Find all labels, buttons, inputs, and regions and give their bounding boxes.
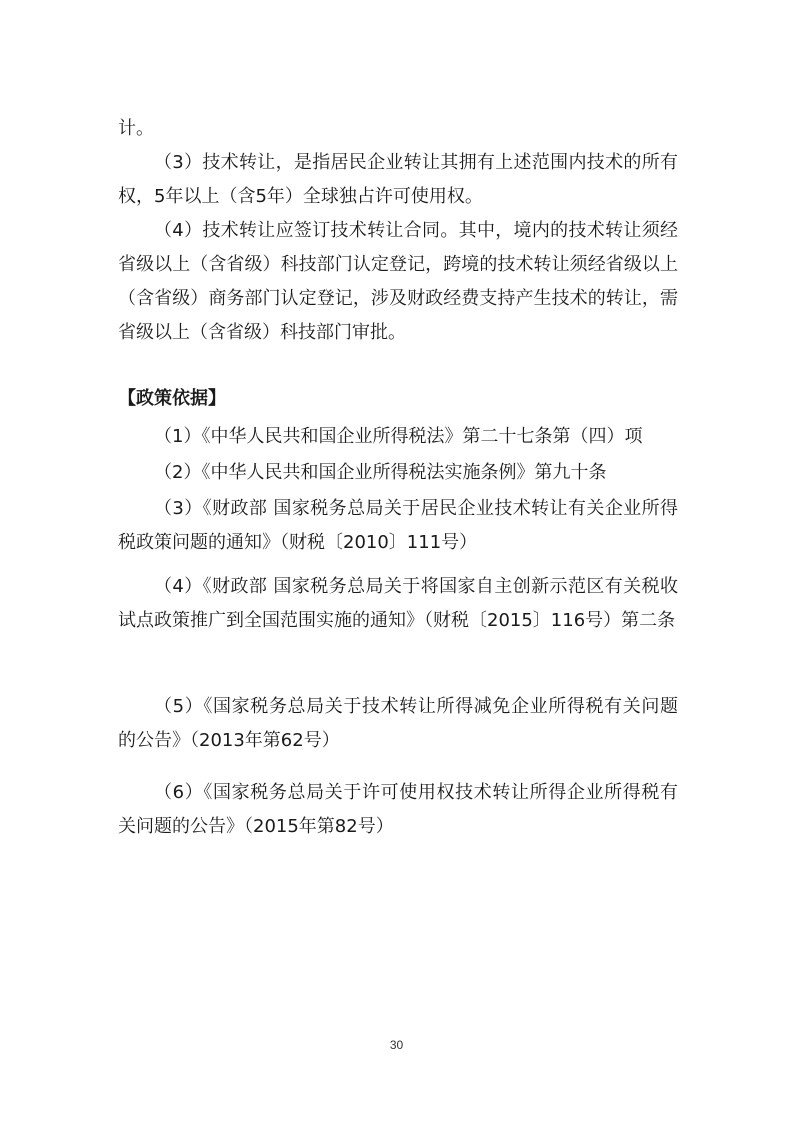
policy-item-5: （5）《国家税务总局关于技术转让所得减免企业所得税有关问题的公告》（2013年第62号） [118, 696, 678, 751]
policy-item-4: （4）《财政部 国家税务总局关于将国家自主创新示范区有关税收试点政策推广到全国范围实施的通知》（财税〔2015〕116号）第二条 [118, 576, 678, 631]
continuation-text: 计。 [118, 118, 154, 139]
policy-item-6: （6）《国家税务总局关于许可使用权技术转让所得企业所得税有关问题的公告》（2015年第82号） [118, 782, 678, 837]
policy-item-3: （3）《财政部 国家税务总局关于居民企业技术转让有关企业所得税政策问题的通知》（财税〔2010〕111号） [118, 498, 678, 553]
requirement-item-3: （3）技术转让，是指居民企业转让其拥有上述范围内技术的所有权，5年以上（含5年）全球独占许可使用权。 [118, 152, 678, 207]
page-number: 30 [389, 1038, 404, 1052]
requirement-item-4: （4）技术转让应签订技术转让合同。其中，境内的技术转让须经省级以上（含省级）科技部门认定登记，跨境的技术转让须经省级以上（含省级）商务部门认定登记，涉及财政经费支持产生技术的转让，需省级以上（含省级）科技部门审批。 [118, 220, 678, 343]
policy-basis-heading: 【政策依据】 [118, 388, 226, 409]
policy-item-2: （2）《中华人民共和国企业所得税法实施条例》第九十条 [154, 462, 607, 483]
policy-item-1: （1）《中华人民共和国企业所得税法》第二十七条第（四）项 [154, 426, 643, 447]
